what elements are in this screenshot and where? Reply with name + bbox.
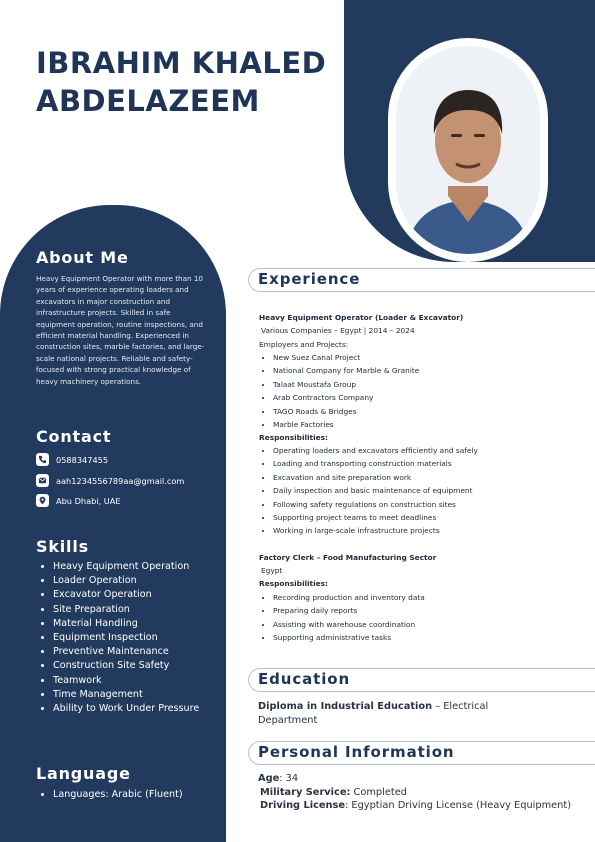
- contact-heading: Contact: [36, 427, 112, 446]
- skill-item: • Material Handling: [53, 617, 229, 631]
- project-item: • TAGO Roads & Bridges: [273, 405, 419, 418]
- language-list: [36, 788, 229, 802]
- job1-title: Heavy Equipment Operator (Loader & Excavator): [259, 313, 464, 322]
- skills-list: [36, 560, 229, 716]
- responsibility-item: • Daily inspection and basic maintenance of equipment: [273, 484, 478, 497]
- phone-icon: [36, 453, 49, 466]
- language-item: • Languages: Arabic (Fluent): [53, 788, 229, 802]
- email-address: aah1234556789aa@gmail.com: [56, 475, 185, 486]
- language-heading: Language: [36, 764, 131, 783]
- phone-number: 0588347455: [56, 454, 109, 465]
- license-label: Driving License: [260, 800, 345, 811]
- education-entry: [258, 700, 498, 728]
- military-value: Completed: [350, 787, 407, 798]
- skill-item: • Loader Operation: [53, 574, 229, 588]
- project-item: • National Company for Marble & Granite: [273, 364, 419, 377]
- job1-projects-list: [259, 351, 419, 431]
- project-item: • New Suez Canal Project: [273, 351, 419, 364]
- contact-email[interactable]: [36, 474, 184, 487]
- name-line-1: IBRAHIM KHALED: [36, 46, 327, 80]
- job1-meta: Various Companies – Egypt | 2014 – 2024: [261, 326, 415, 335]
- skills-heading: Skills: [36, 537, 89, 556]
- skill-item: • Teamwork: [53, 674, 229, 688]
- responsibility-item: • Preparing daily reports: [273, 604, 425, 617]
- age-value: : 34: [279, 773, 299, 784]
- experience-heading: Experience: [258, 270, 361, 288]
- responsibility-item: • Loading and transporting construction materials: [273, 457, 478, 470]
- age-label: Age: [258, 773, 280, 784]
- location-pin-icon: [36, 494, 49, 507]
- contact-location: [36, 494, 121, 507]
- profile-photo-frame: [388, 38, 548, 262]
- skill-item: • Preventive Maintenance: [53, 645, 229, 659]
- education-department: – Electrical Department: [258, 701, 489, 726]
- job1-resp-label: Responsibilities:: [259, 433, 328, 442]
- education-degree: Diploma in Industrial Education: [258, 701, 433, 712]
- skill-item: • Excavator Operation: [53, 588, 229, 602]
- responsibility-item: • Following safety regulations on construction sites: [273, 498, 478, 511]
- skill-item: • Time Management: [53, 688, 229, 702]
- about-text: Heavy Equipment Operator with more than 10 years of experience operating loaders and excavators in major construction and infrastructure projects. Skilled in safe equipment operation, routine inspections, and efficient material handling. Experienced in construction sites, marble factories, and large-scale national projects. Reliable and safety-focused with strong practical knowledge of heavy machinery operations.: [36, 274, 205, 386]
- skill-item: • Site Preparation: [53, 603, 229, 617]
- name-line-2: ABDELAZEEM: [36, 84, 260, 118]
- contact-phone[interactable]: [36, 453, 108, 466]
- profile-photo: [396, 46, 540, 254]
- personal-heading: Personal Information: [258, 743, 455, 761]
- personal-license: [260, 800, 571, 811]
- skill-item: • Equipment Inspection: [53, 631, 229, 645]
- responsibility-item: • Supporting project teams to meet deadlines: [273, 511, 478, 524]
- responsibility-item: • Working in large-scale infrastructure projects: [273, 524, 478, 537]
- military-label: Military Service:: [260, 787, 351, 798]
- education-heading: Education: [258, 670, 351, 688]
- skill-item: • Heavy Equipment Operation: [53, 560, 229, 574]
- project-item: • Arab Contractors Company: [273, 391, 419, 404]
- candidate-name: [36, 44, 326, 120]
- job2-meta: Egypt: [261, 566, 283, 575]
- job1-responsibilities-list: [259, 444, 478, 538]
- responsibility-item: • Recording production and inventory data: [273, 591, 425, 604]
- skill-item: • Construction Site Safety: [53, 659, 229, 673]
- personal-age: [258, 773, 298, 784]
- about-heading: About Me: [36, 248, 129, 267]
- responsibility-item: • Operating loaders and excavators efficiently and safely: [273, 444, 478, 457]
- job2-resp-label: Responsibilities:: [259, 579, 328, 588]
- project-item: • Talaat Moustafa Group: [273, 378, 419, 391]
- job2-responsibilities-list: [259, 591, 425, 645]
- personal-military: [260, 787, 407, 798]
- email-icon: [36, 474, 49, 487]
- job1-projects-label: Employers and Projects:: [259, 340, 349, 349]
- responsibility-item: • Excavation and site preparation work: [273, 471, 478, 484]
- job2-title: Factory Clerk – Food Manufacturing Sector: [259, 553, 437, 562]
- responsibility-item: • Supporting administrative tasks: [273, 631, 425, 644]
- project-item: • Marble Factories: [273, 418, 419, 431]
- license-value: : Egyptian Driving License (Heavy Equipment): [344, 800, 572, 811]
- responsibility-item: • Assisting with warehouse coordination: [273, 618, 425, 631]
- location-text: Abu Dhabi, UAE: [56, 495, 121, 506]
- person-portrait-icon: [396, 46, 540, 254]
- skill-item: • Ability to Work Under Pressure: [53, 702, 229, 716]
